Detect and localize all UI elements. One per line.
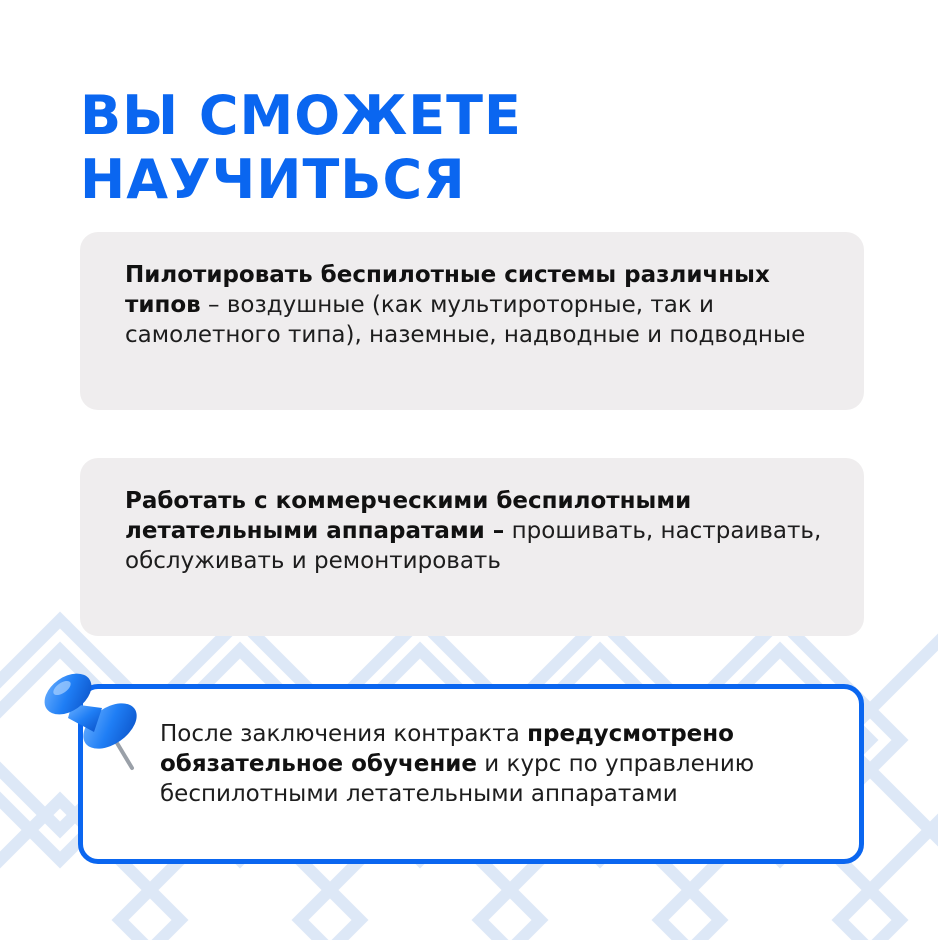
training-note-text bbox=[160, 719, 829, 809]
pushpin-icon bbox=[32, 660, 162, 790]
skill-card-bold: Работать с коммерческими беспилотными летательными аппаратами – bbox=[125, 488, 692, 544]
skill-card-regular: прошивать, настраивать, обслуживать и ремонтировать bbox=[125, 518, 822, 574]
note-bold: предусмотрено обязательное обучение bbox=[160, 721, 734, 777]
note-text-before: После заключения контракта bbox=[160, 721, 528, 747]
title-line-1: ВЫ СМОЖЕТЕ bbox=[80, 84, 522, 147]
skill-card-commercial-uav bbox=[80, 458, 864, 636]
note-text-after: и курс по управлению беспилотными летательными аппаратами bbox=[160, 751, 755, 807]
title-line-2: НАУЧИТЬСЯ bbox=[80, 148, 466, 211]
skill-card-piloting bbox=[80, 232, 864, 410]
skill-card-text bbox=[125, 486, 824, 576]
training-note-box bbox=[78, 684, 864, 864]
skill-card-text bbox=[125, 260, 824, 350]
skill-card-bold: Пилотировать беспилотные системы различных типов bbox=[125, 262, 770, 318]
page-title bbox=[80, 84, 522, 212]
skill-card-regular: – воздушные (как мультироторные, так и самолетного типа), наземные, надводные и подводные bbox=[125, 292, 806, 348]
